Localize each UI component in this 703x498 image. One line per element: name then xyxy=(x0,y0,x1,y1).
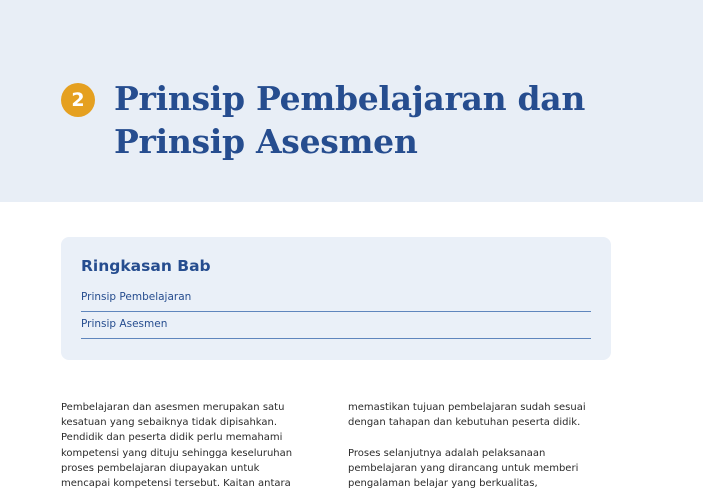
body-paragraph xyxy=(61,400,323,491)
text-line: kesatuan yang sebaiknya tidak dipisahkan. xyxy=(61,417,278,429)
chapter-number-badge: 2 xyxy=(61,83,95,117)
summary-list xyxy=(81,286,591,339)
text-line: Pendidik dan peserta didik perlu memahami xyxy=(61,432,283,444)
text-line: memastikan tujuan pembelajaran sudah sesuai xyxy=(348,402,586,413)
text-line: pembelajaran yang dirancang untuk memberi xyxy=(348,462,579,474)
text-line: kompetensi yang dituju sehingga keseluruhan xyxy=(61,447,293,459)
body-text-left-column xyxy=(61,400,323,498)
chapter-title-line: Prinsip Pembelajaran dan xyxy=(114,79,586,118)
text-line: pengalaman belajar yang berkualitas, xyxy=(348,478,538,489)
text-line: Pembelajaran dan asesmen merupakan satu xyxy=(61,402,285,413)
summary-heading: Ringkasan Bab xyxy=(81,257,211,275)
chapter-header xyxy=(0,0,703,202)
summary-item-prinsip-pembelajaran[interactable]: Prinsip Pembelajaran xyxy=(81,285,591,312)
chapter-summary-card xyxy=(61,237,611,360)
body-paragraph xyxy=(348,446,610,492)
chapter-title xyxy=(114,77,674,163)
text-line: proses pembelajaran diupayakan untuk xyxy=(61,462,260,474)
text-line: Proses selanjutnya adalah pelaksanaan xyxy=(348,447,546,459)
text-line: mencapai kompetensi tersebut. Kaitan antara xyxy=(61,478,291,490)
text-line: dengan tahapan dan kebutuhan peserta didik. xyxy=(348,417,581,429)
body-paragraph xyxy=(348,400,610,430)
body-text-right-column xyxy=(348,400,610,498)
chapter-title-line: Prinsip Asesmen xyxy=(114,122,418,161)
summary-item-prinsip-asesmen[interactable]: Prinsip Asesmen xyxy=(81,312,591,339)
